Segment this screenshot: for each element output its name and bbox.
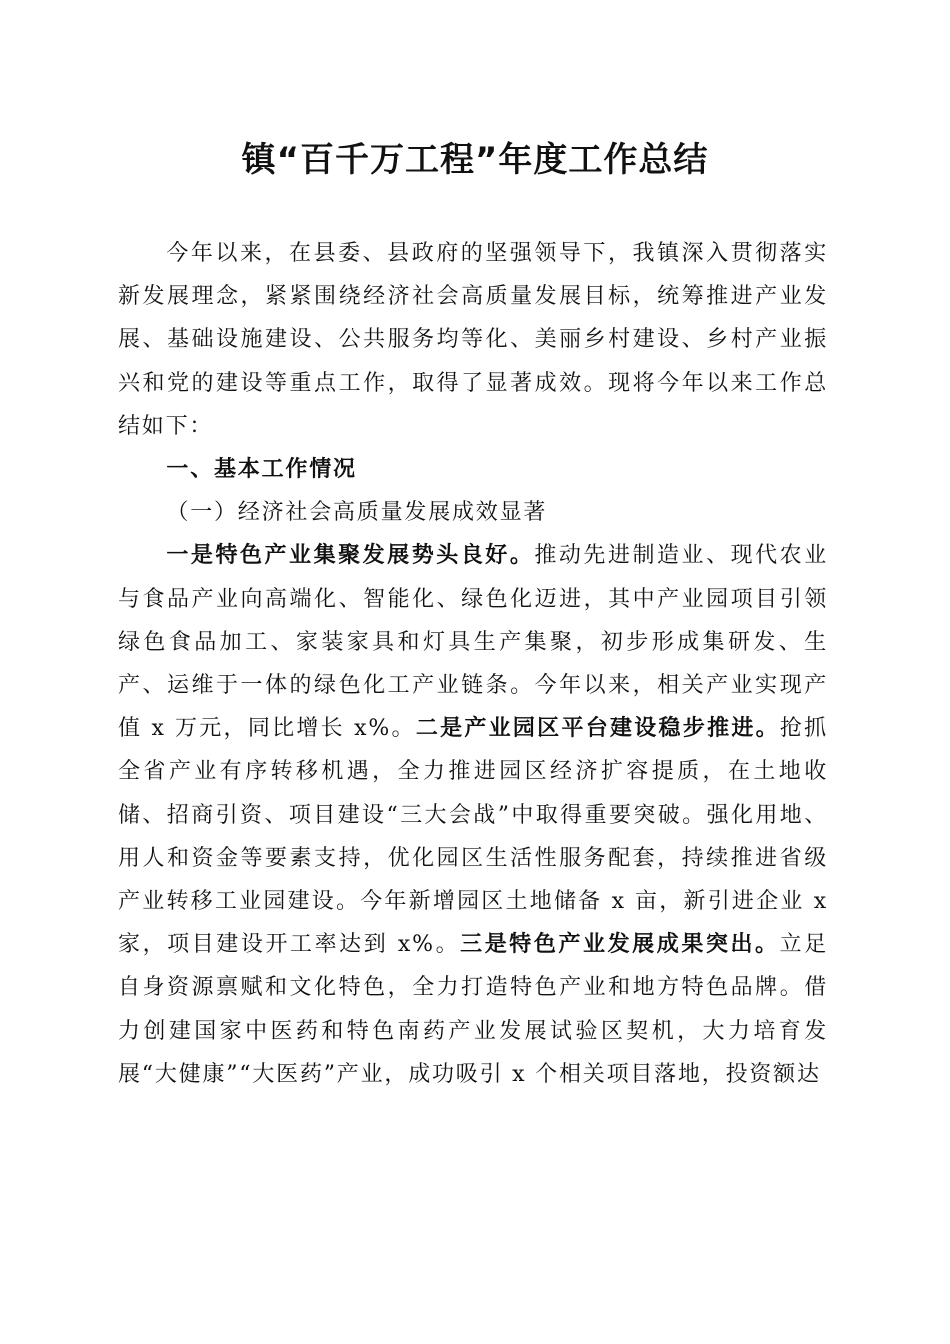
point-three-text: 立足自身资源禀赋和文化特色，全力打造特色产业和地方特色品牌。借力创建国家中医药和特色南药产业发展试验区契机，大力培育发展“大健康”“大医药”产业，成功吸引 x 个相关项目落地，投资额达 — [118, 932, 828, 1087]
section-heading: 一、基本工作情况 — [166, 457, 357, 483]
document-title: 镇“百千万工程”年度工作总结 — [241, 140, 709, 180]
subsection-heading: （一）经济社会高质量发展成效显著 — [166, 500, 548, 526]
point-one-text: 推动先进制造业、现代农业与食品产业向高端化、智能化、绿色化迈进，其中产业园项目引领绿色食品加工、家装家具和灯具生产集聚，初步形成集研发、生产、运维于一体的绿色化工产业链条。今年以来，相关产业实现产值 x 万元，同比增长 x%。 — [118, 543, 828, 742]
point-two-text: 抢抓全省产业有序转移机遇，全力推进园区经济扩容提质，在土地收储、招商引资、项目建设“三大会战”中取得重要突破。强化用地、用人和资金等要素支持，优化园区生活性服务配套，持续推进省级产业转移工业园建设。今年新增园区土地储备 x 亩，新引进企业 x 家，项目建设开工率达到 x%。 — [118, 716, 828, 958]
point-two-lead: 二是产业园区平台建设稳步推进。 — [415, 716, 780, 742]
intro-paragraph: 今年以来，在县委、县政府的坚强领导下，我镇深入贯彻落实新发展理念，紧紧围绕经济社会高质量发展目标，统筹推进产业发展、基础设施建设、公共服务均等化、美丽乡村建设、乡村产业振兴和党的建设等重点工作，取得了显著成效。现将今年以来工作总结如下： — [118, 241, 828, 439]
document-body — [118, 232, 828, 1096]
point-three-lead: 三是特色产业发展成果突出。 — [460, 932, 780, 958]
point-one-lead: 一是特色产业集聚发展势头良好。 — [166, 543, 535, 569]
body-paragraph — [118, 534, 828, 1096]
